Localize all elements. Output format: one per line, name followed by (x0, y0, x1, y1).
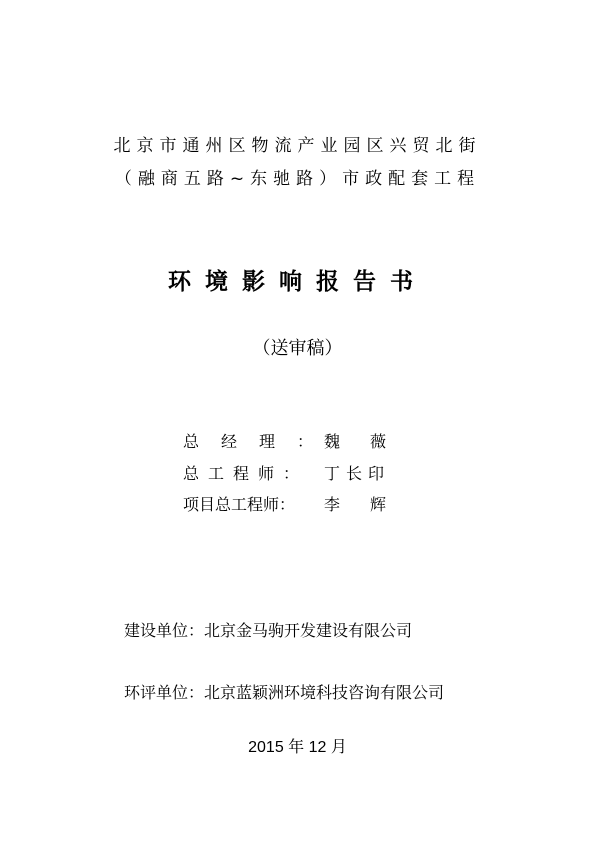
project-name-line-1: 北京市通州区物流产业园区兴贸北街 (113, 136, 482, 156)
construction-unit: 建设单位：北京金马驹开发建设有限公司 (124, 621, 413, 640)
assessment-unit: 环评单位：北京蓝颖洲环境科技咨询有限公司 (124, 683, 445, 702)
document-status: （送审稿） (252, 338, 343, 359)
staff-name-chief-engineer: 丁长印 (324, 464, 391, 483)
project-name-line-2: （融商五路~东驰路）市政配套工程 (114, 169, 481, 189)
staff-name-project-chief-engineer: 李辉 (324, 495, 417, 514)
report-date: 2015 年 12 月 (248, 739, 347, 756)
staff-role-general-manager: 总经理： (183, 432, 336, 451)
staff-name-general-manager: 魏薇 (324, 432, 417, 451)
document-title: 环境影响报告书 (168, 269, 427, 295)
staff-role-project-chief-engineer: 项目总工程师： (183, 495, 296, 514)
staff-role-chief-engineer: 总工程师： (183, 464, 309, 483)
